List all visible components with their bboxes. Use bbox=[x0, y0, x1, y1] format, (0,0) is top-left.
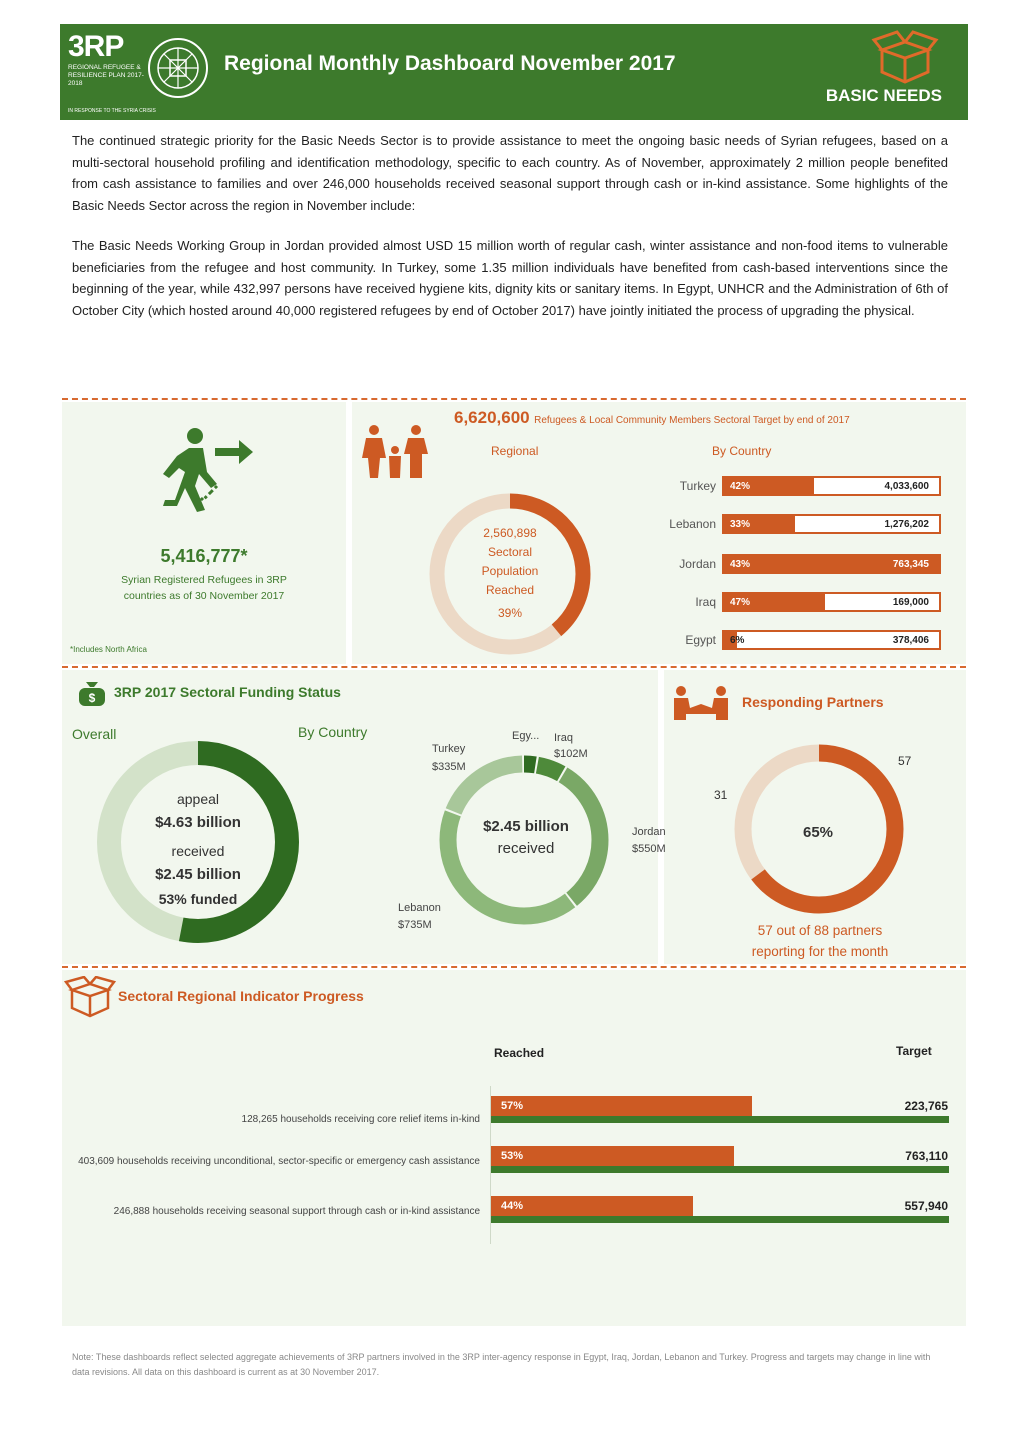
country-center-label: received bbox=[497, 840, 555, 857]
logo-3rp: 3RP bbox=[68, 30, 124, 63]
funding-overall-center bbox=[138, 787, 258, 911]
refugees-label: Syrian Registered Refugees in 3RP countries as of 30 November 2017 bbox=[121, 574, 287, 602]
page-header bbox=[60, 24, 968, 120]
country-bar-pct: 43% bbox=[730, 559, 751, 570]
partners-caption bbox=[720, 920, 920, 962]
section-divider bbox=[62, 666, 966, 668]
target-label: Refugees & Local Community Members Sectoral Target by end of 2017 bbox=[534, 415, 850, 426]
country-bar-pct: 33% bbox=[730, 519, 751, 530]
handshake-icon bbox=[672, 686, 730, 722]
country-bar bbox=[722, 592, 941, 612]
target-heading bbox=[454, 408, 850, 428]
partners-caption-line-2: reporting for the month bbox=[751, 944, 889, 959]
target-value: 6,620,600 bbox=[454, 408, 530, 427]
country-bar bbox=[722, 476, 941, 496]
indicator-pct: 44% bbox=[501, 1200, 524, 1212]
person-exit-icon bbox=[155, 426, 255, 518]
page-title: Regional Monthly Dashboard November 2017 bbox=[224, 52, 676, 75]
indicator-target: 763,110 bbox=[905, 1149, 948, 1163]
country-bar bbox=[722, 630, 941, 650]
country-bar-pct: 47% bbox=[730, 597, 751, 608]
country-bar-pct: 6% bbox=[730, 635, 745, 646]
country-bar-target: 378,406 bbox=[892, 635, 929, 646]
funding-title: 3RP 2017 Sectoral Funding Status bbox=[114, 684, 341, 700]
appeal-value: $4.63 billion bbox=[155, 814, 241, 831]
funding-country-center bbox=[474, 816, 578, 860]
appeal-label: appeal bbox=[176, 791, 220, 807]
family-icon bbox=[360, 424, 432, 480]
partners-reporting-count: 57 bbox=[898, 754, 912, 768]
funding-label-egypt: Egy... bbox=[512, 730, 540, 742]
svg-text:$: $ bbox=[88, 691, 96, 705]
country-bar-target: 763,345 bbox=[892, 559, 929, 570]
country-center-value: $2.45 billion bbox=[483, 818, 569, 835]
refugees-footnote: *Includes North Africa bbox=[70, 645, 147, 654]
country-bar-target: 4,033,600 bbox=[884, 481, 929, 492]
funding-label-jordan: Jordan $550M bbox=[632, 826, 666, 855]
regional-donut-center bbox=[460, 524, 560, 623]
country-bar-target: 169,000 bbox=[892, 597, 929, 608]
un-emblem-icon bbox=[146, 36, 210, 100]
indicator-pct: 53% bbox=[501, 1150, 524, 1162]
section-divider bbox=[62, 398, 966, 400]
country-bar bbox=[722, 514, 941, 534]
footer-note: Note: These dashboards reflect selected aggregate achievements of 3RP partners involved in the 3RP inter-agency response in Egypt, Iraq, Jordan, Lebanon and Turkey. Progress and targets may change in line with data revisions. All data on this dashboard is current as at 30 November 2017. bbox=[72, 1352, 931, 1377]
section-divider bbox=[62, 966, 966, 968]
funding-label-iraq: Iraq $102M bbox=[554, 732, 588, 760]
indicator-reached-bar bbox=[491, 1096, 752, 1116]
country-bar-pct: 42% bbox=[730, 481, 751, 492]
funding-label-lebanon: Lebanon $735M bbox=[398, 902, 441, 931]
received-label: received bbox=[171, 843, 225, 859]
indicator-reached-bar bbox=[491, 1196, 693, 1216]
country-bar-label: Lebanon bbox=[669, 517, 716, 531]
indicator-pct: 57% bbox=[501, 1100, 524, 1112]
logo-tagline: IN RESPONSE TO THE SYRIA CRISIS bbox=[68, 108, 156, 114]
indicator-target-bar bbox=[491, 1166, 949, 1173]
box-icon bbox=[64, 976, 116, 1018]
reached-header: Reached bbox=[494, 1046, 545, 1060]
partners-title: Responding Partners bbox=[742, 694, 884, 710]
indicator-label: 403,609 households receiving unconditional, sector-specific or emergency cash assistance bbox=[78, 1156, 480, 1167]
intro-text bbox=[72, 130, 948, 340]
sector-name: BASIC NEEDS bbox=[825, 86, 942, 105]
indicator-reached-bar bbox=[491, 1146, 734, 1166]
intro-paragraph-1: The continued strategic priority for the Basic Needs Sector is to provide assistance to meet the ongoing basic needs of Syrian refugees, based on a multi-sectoral household profiling and identification methodology, specific to each country. As of November, approximately 2 million people benefited from cash assistance to families and over 246,000 households received seasonal support through cash or in-kind assistance. Some highlights of the Basic Needs Sector across the region in November include: bbox=[72, 133, 948, 213]
country-bar bbox=[722, 554, 941, 574]
country-bar-label: Egypt bbox=[685, 633, 716, 647]
reached-label: Sectoral Population Reached bbox=[481, 545, 539, 597]
indicator-label: 128,265 households receiving core relief items in-kind bbox=[241, 1114, 480, 1125]
partners-caption-line-1: 57 out of 88 partners bbox=[757, 923, 883, 938]
funding-label-turkey: Turkey $335M bbox=[432, 743, 466, 773]
refugees-value: 5,416,777* bbox=[160, 546, 248, 566]
country-bar-label: Iraq bbox=[695, 595, 716, 609]
country-bar-label: Jordan bbox=[679, 557, 716, 571]
logo-subtitle: REGIONAL REFUGEE & RESILIENCE PLAN 2017-2018 bbox=[68, 64, 144, 87]
indicator-target-bar bbox=[491, 1216, 949, 1223]
partners-pct: 65% bbox=[802, 824, 834, 841]
indicator-label: 246,888 households receiving seasonal support through cash or in-kind assistance bbox=[113, 1206, 480, 1217]
indicator-target-bar bbox=[491, 1116, 949, 1123]
target-header: Target bbox=[896, 1044, 932, 1058]
indicator-target: 223,765 bbox=[904, 1099, 948, 1113]
funding-by-country-title: By Country bbox=[298, 724, 368, 740]
indicator-target: 557,940 bbox=[904, 1199, 948, 1213]
country-bar-label: Turkey bbox=[679, 479, 716, 493]
funded-text: 53% funded bbox=[158, 891, 238, 907]
regional-title: Regional bbox=[491, 444, 539, 458]
partners-not-reporting-count: 31 bbox=[714, 788, 728, 802]
reached-value: 2,560,898 bbox=[483, 526, 537, 540]
funding-overall-title: Overall bbox=[72, 726, 117, 742]
box-icon bbox=[870, 30, 940, 84]
by-country-title: By Country bbox=[712, 444, 772, 458]
money-bag-icon bbox=[76, 676, 108, 708]
intro-paragraph-2: The Basic Needs Working Group in Jordan provided almost USD 15 million worth of regular cash, winter assistance and non-food items to vulnerable beneficiaries from the refugee and host community. In Turkey, some 1.35 million individuals have benefited from cash-based interventions since the beginning of the year, while 432,997 persons have received hygiene kits, dignity kits or sanitary items. In Egypt, UNHCR and the Administration of 6th of October City (which hosted around 40,000 registered refugees by end of October 2017) have jointly initiated the process of upgrading the physical. bbox=[72, 238, 948, 318]
indicators-title: Sectoral Regional Indicator Progress bbox=[118, 988, 364, 1004]
country-bar-target: 1,276,202 bbox=[884, 519, 929, 530]
received-value: $2.45 billion bbox=[155, 866, 241, 883]
reached-pct: 39% bbox=[497, 606, 523, 620]
